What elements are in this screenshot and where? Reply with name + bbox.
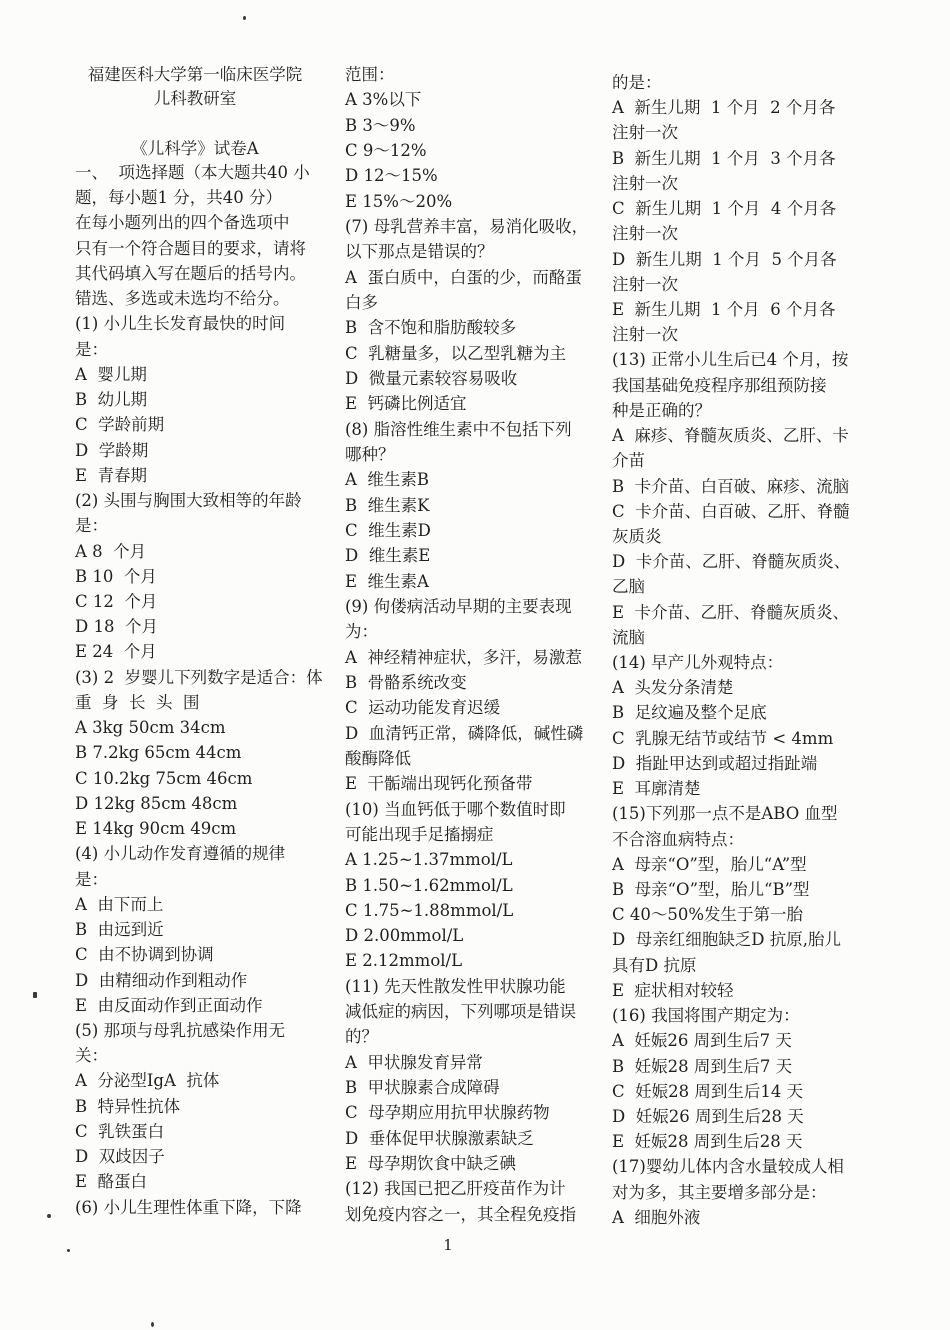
question-stem-line: (3) 2 岁婴儿下列数字是适合：体 bbox=[75, 667, 323, 687]
option-line: D 双歧因子 bbox=[75, 1147, 165, 1167]
option-line: B 3～9% bbox=[345, 115, 416, 135]
option-line: E 24 个月 bbox=[75, 642, 157, 662]
option-line: C 维生素D bbox=[345, 520, 431, 540]
text-line: 酸酶降低 bbox=[345, 748, 411, 768]
option-line: A 8 个月 bbox=[75, 541, 147, 561]
scan-speck bbox=[33, 992, 37, 998]
option-line: A 麻疹、脊髓灰质炎、乙肝、卡 bbox=[612, 426, 849, 446]
text-line: 为： bbox=[345, 622, 378, 642]
option-line: E 症状相对较轻 bbox=[612, 980, 734, 1000]
option-line: C 新生儿期 1 个月 4 个月各 bbox=[612, 199, 837, 219]
option-line: E 钙磷比例适宜 bbox=[345, 394, 467, 414]
option-line: E 耳廓清楚 bbox=[612, 779, 701, 799]
option-line: B 维生素K bbox=[345, 495, 430, 515]
option-line: D 新生儿期 1 个月 5 个月各 bbox=[612, 249, 837, 269]
option-line: C 妊娠28 周到生后14 天 bbox=[612, 1081, 804, 1101]
question-stem-line: (11) 先天性散发性甲状腺功能 bbox=[345, 976, 566, 996]
option-line: A 神经精神症状，多汗，易激惹 bbox=[345, 647, 582, 667]
text-line: 灰质炎 bbox=[612, 526, 662, 546]
scan-speck bbox=[67, 1249, 70, 1252]
text-line: 可能出现手足搐搦症 bbox=[345, 824, 494, 844]
option-line: D 由精细动作到粗动作 bbox=[75, 970, 248, 990]
option-line: E 维生素A bbox=[345, 571, 429, 591]
option-line: A 头发分条清楚 bbox=[612, 678, 734, 698]
option-line: C 乳糖量多，以乙型乳糖为主 bbox=[345, 343, 567, 363]
option-line: D 微量元素较容易吸收 bbox=[345, 368, 518, 388]
text-line: 关： bbox=[75, 1046, 108, 1066]
option-line: C 9～12% bbox=[345, 140, 427, 160]
option-line: B 7.2kg 65cm 44cm bbox=[75, 743, 242, 763]
option-line: A 1.25~1.37mmol/L bbox=[345, 850, 513, 870]
exam-title: 《儿科学》试卷A bbox=[131, 139, 259, 158]
question-stem-line: (13) 正常小儿生后已4 个月，按 bbox=[612, 350, 849, 370]
option-line: B 甲状腺素合成障碍 bbox=[345, 1078, 500, 1098]
option-line: A 母亲“O”型，胎儿“A”型 bbox=[612, 854, 807, 874]
option-line: E 干骺端出现钙化预备带 bbox=[345, 774, 533, 794]
option-line: A 3%以下 bbox=[345, 90, 422, 110]
text-line: 以下那点是错误的？ bbox=[345, 242, 494, 262]
option-line: A 甲状腺发育异常 bbox=[345, 1052, 483, 1072]
text-line: 范围： bbox=[345, 65, 395, 84]
option-line: B 足纹遍及整个足底 bbox=[612, 703, 767, 723]
option-line: E 15%～20% bbox=[345, 191, 453, 211]
question-stem-line: (14) 早产儿外观特点： bbox=[612, 653, 784, 673]
institution-name: 福建医科大学第一临床医学院 bbox=[87, 65, 303, 84]
option-line: E 14kg 90cm 49cm bbox=[75, 819, 237, 839]
option-line: C 母孕期应用抗甲状腺药物 bbox=[345, 1103, 550, 1123]
question-stem-line: (15)下列那一点不是ABO 血型 bbox=[612, 804, 838, 824]
option-line: D 2.00mmol/L bbox=[345, 926, 464, 946]
question-stem-line: (4) 小儿动作发育遵循的规律 bbox=[75, 844, 286, 864]
option-line: D 妊娠26 周到生后28 天 bbox=[612, 1106, 804, 1126]
option-line: D 血清钙正常，磷降低，碱性磷 bbox=[345, 723, 584, 743]
text-line: 减低症的病因，下列哪项是错误 bbox=[345, 1002, 576, 1022]
option-line: A 婴儿期 bbox=[75, 364, 147, 384]
text-line: 在每小题列出的四个备选项中 bbox=[75, 213, 290, 233]
option-line: C 乳腺无结节或结节 < 4mm bbox=[612, 728, 834, 748]
option-line: B 10 个月 bbox=[75, 566, 157, 586]
option-line: B 卡介苗、白百破、麻疹、流脑 bbox=[612, 476, 850, 496]
question-stem-line: (9) 佝偻病活动早期的主要表现 bbox=[345, 596, 572, 616]
text-line: 流脑 bbox=[612, 627, 645, 647]
text-column-2 bbox=[345, 62, 590, 1227]
scan-speck bbox=[47, 1214, 51, 1218]
option-line: E 新生儿期 1 个月 6 个月各 bbox=[612, 299, 836, 319]
text-line: 一、 项选择题（本大题共40 小 bbox=[75, 163, 310, 182]
option-line: D 母亲红细胞缺乏D 抗原,胎儿 bbox=[612, 930, 841, 950]
text-line: 注射一次 bbox=[612, 123, 678, 143]
text-line: 白多 bbox=[345, 292, 378, 312]
option-line: B 幼儿期 bbox=[75, 390, 148, 410]
text-line: 注射一次 bbox=[612, 325, 678, 345]
option-line: E 酪蛋白 bbox=[75, 1172, 148, 1192]
text-line: 错选、多选或未选均不给分。 bbox=[75, 289, 290, 309]
option-line: B 骨骼系统改变 bbox=[345, 672, 467, 692]
text-line: 介苗 bbox=[612, 451, 645, 471]
option-line: B 妊娠28 周到生后7 天 bbox=[612, 1056, 793, 1076]
option-line: A 3kg 50cm 34cm bbox=[75, 718, 226, 738]
question-stem-line: (6) 小儿生理性体重下降，下降 bbox=[75, 1197, 302, 1217]
option-line: D 垂体促甲状腺激素缺乏 bbox=[345, 1128, 534, 1148]
option-line: B 1.50~1.62mmol/L bbox=[345, 875, 513, 895]
option-line: E 卡介苗、乙肝、脊髓灰质炎、 bbox=[612, 602, 850, 622]
option-line: D 18 个月 bbox=[75, 617, 158, 637]
question-stem-line: (16) 我国将围产期定为： bbox=[612, 1006, 800, 1026]
text-line: 的？ bbox=[345, 1027, 378, 1047]
option-line: D 维生素E bbox=[345, 546, 431, 566]
option-line: B 特异性抗体 bbox=[75, 1096, 181, 1116]
option-line: C 卡介苗、白百破、乙肝、脊髓 bbox=[612, 501, 850, 521]
text-column-3 bbox=[612, 70, 852, 1230]
question-stem-line: (8) 脂溶性维生素中不包括下列 bbox=[345, 419, 572, 439]
text-line: 其代码填入写在题后的括号内。 bbox=[75, 263, 306, 283]
option-line: D 指趾甲达到或超过指趾端 bbox=[612, 753, 818, 773]
text-line: 种是正确的？ bbox=[612, 400, 711, 420]
page-number: 1 bbox=[443, 1236, 453, 1254]
text-line: 题，每小题1 分，共40 分） bbox=[75, 188, 282, 208]
text-line: 是： bbox=[75, 869, 108, 889]
option-line: C 乳铁蛋白 bbox=[75, 1121, 165, 1141]
question-stem-line: (5) 那项与母乳抗感染作用无 bbox=[75, 1020, 286, 1040]
option-line: D 学龄期 bbox=[75, 440, 149, 460]
question-stem-line: (1) 小儿生长发育最快的时间 bbox=[75, 314, 286, 334]
text-line: 只有一个符合题目的要求，请将 bbox=[75, 238, 306, 258]
option-line: E 2.12mmol/L bbox=[345, 951, 463, 971]
text-line: 重 身 长 头 围 bbox=[75, 692, 200, 712]
option-line: C 1.75~1.88mmol/L bbox=[345, 900, 514, 920]
option-line: B 由远到近 bbox=[75, 920, 164, 940]
option-line: A 分泌型IgA 抗体 bbox=[75, 1071, 220, 1091]
text-line: 对为多，其主要增多部分是： bbox=[612, 1182, 827, 1202]
option-line: A 由下而上 bbox=[75, 894, 164, 914]
text-line: 注射一次 bbox=[612, 274, 678, 294]
option-line: E 母孕期饮食中缺乏碘 bbox=[345, 1154, 517, 1174]
text-line: 乙脑 bbox=[612, 577, 645, 597]
text-column-1 bbox=[75, 160, 323, 1220]
text-line: 注射一次 bbox=[612, 224, 678, 244]
scan-speck bbox=[151, 1322, 154, 1327]
question-stem-line: (12) 我国已把乙肝疫苗作为计 bbox=[345, 1179, 566, 1199]
text-line: 注射一次 bbox=[612, 173, 678, 193]
text-line: 不合溶血病特点： bbox=[612, 829, 744, 849]
option-line: E 由反面动作到正面动作 bbox=[75, 995, 263, 1015]
option-line: A 蛋白质中，白蛋的少，而酪蛋 bbox=[345, 267, 582, 287]
option-line: D 卡介苗、乙肝、脊髓灰质炎、 bbox=[612, 552, 851, 572]
option-line: C 12 个月 bbox=[75, 591, 158, 611]
option-line: A 细胞外液 bbox=[612, 1207, 701, 1227]
text-line: 我国基础免疫程序那组预防接 bbox=[612, 375, 827, 395]
option-line: C 运动功能发育迟缓 bbox=[345, 698, 501, 718]
option-line: A 新生儿期 1 个月 2 个月各 bbox=[612, 98, 836, 118]
text-line: 是： bbox=[75, 516, 108, 536]
option-line: C 10.2kg 75cm 46cm bbox=[75, 768, 253, 788]
question-stem-line: (10) 当血钙低于哪个数值时即 bbox=[345, 799, 566, 819]
text-line: 哪种？ bbox=[345, 444, 395, 464]
text-line: 的是： bbox=[612, 73, 662, 92]
option-line: B 新生儿期 1 个月 3 个月各 bbox=[612, 148, 836, 168]
option-line: E 妊娠28 周到生后28 天 bbox=[612, 1132, 803, 1152]
option-line: B 母亲“O”型，胎儿“B”型 bbox=[612, 880, 810, 899]
text-line: 划免疫内容之一，其全程免疫指 bbox=[345, 1204, 576, 1224]
text-line: 具有D 抗原 bbox=[612, 955, 697, 975]
option-line: E 青春期 bbox=[75, 465, 148, 485]
option-line: A 妊娠26 周到生后7 天 bbox=[612, 1031, 792, 1051]
option-line: C 学龄前期 bbox=[75, 415, 165, 435]
option-line: C 40～50%发生于第一胎 bbox=[612, 905, 804, 925]
option-line: B 含不饱和脂肪酸较多 bbox=[345, 318, 517, 338]
question-stem-line: (2) 头围与胸围大致相等的年龄 bbox=[75, 491, 302, 511]
text-line: 是： bbox=[75, 339, 108, 359]
option-line: C 由不协调到协调 bbox=[75, 945, 214, 965]
scan-speck bbox=[243, 16, 246, 20]
question-stem-line: (17)婴幼儿体内含水量较成人相 bbox=[612, 1157, 844, 1177]
option-line: D 12kg 85cm 48cm bbox=[75, 793, 238, 813]
option-line: A 维生素B bbox=[345, 470, 430, 490]
question-stem-line: (7) 母乳营养丰富，易消化吸收， bbox=[345, 216, 589, 236]
department-name: 儿科教研室 bbox=[153, 89, 237, 108]
option-line: D 12～15% bbox=[345, 166, 438, 186]
